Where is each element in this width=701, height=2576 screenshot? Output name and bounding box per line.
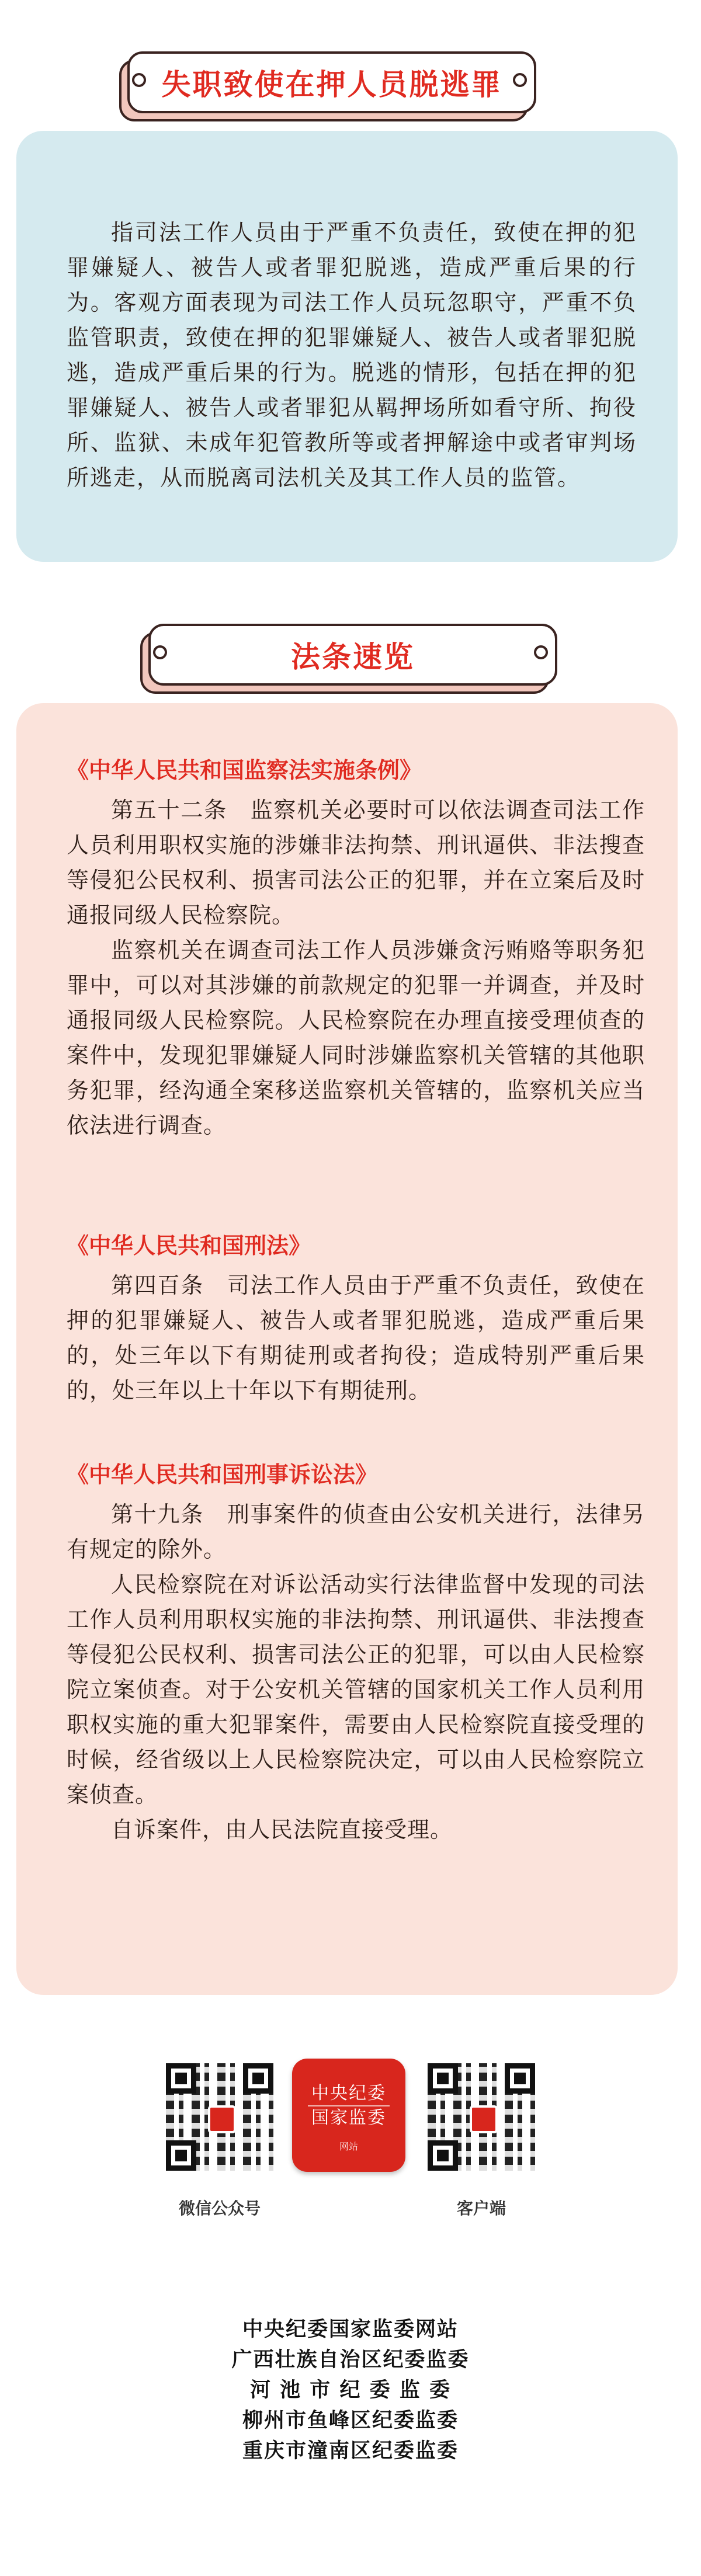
badge-ring-left bbox=[153, 645, 167, 659]
law-title: 《中华人民共和国监察法实施条例》 bbox=[67, 757, 422, 783]
logo-line: 网站 bbox=[339, 2141, 358, 2152]
logo-line: 国家监委 bbox=[311, 2108, 386, 2128]
definition-panel bbox=[16, 131, 678, 562]
section-title-badge bbox=[119, 51, 540, 124]
ccdi-logo bbox=[292, 2059, 405, 2172]
law-paragraph: 人民检察院在对诉讼活动实行法律监督中发现的司法工作人员利用职权实施的非法拘禁、刑讯逼供、非法搜查等侵犯公民权利、损害司法公正的犯罪，可以由人民检察院立案侦查。对于公安机关管辖的国家机关工作人员利用职权实施的重大犯罪案件，需要由人民检察院直接受理的时候，经省级以上人民检察院决定，可以由人民检察院立案侦查。 bbox=[67, 1572, 645, 1807]
law-title: 《中华人民共和国刑法》 bbox=[67, 1233, 311, 1259]
section-title: 法条速览 bbox=[291, 640, 415, 674]
organization-name: 重庆市潼南区纪委监委 bbox=[242, 2439, 459, 2463]
section-title: 失职致使在押人员脱逃罪 bbox=[161, 68, 502, 102]
law-paragraph: 第五十二条 监察机关必要时可以依法调查司法工作人员利用职权实施的涉嫌非法拘禁、刑讯逼供、非法搜查等侵犯公民权利、损害司法公正的犯罪，并在立案后及时通报同级人民检察院。 bbox=[67, 797, 645, 928]
law-paragraph: 监察机关在调查司法工作人员涉嫌贪污贿赂等职务犯罪中，可以对其涉嫌的前款规定的犯罪一并调查，并及时通报同级人民检察院。人民检察院在办理直接受理侦查的案件中，发现犯罪嫌疑人同时涉嫌监察机关管辖的其他职务犯罪，经沟通全案移送监察机关管辖的，监察机关应当依法进行调查。 bbox=[67, 937, 645, 1138]
organization-name: 广西壮族自治区纪委监委 bbox=[231, 2348, 470, 2372]
badge-ring-left bbox=[132, 73, 146, 87]
organization-name: 中央纪委国家监委网站 bbox=[242, 2318, 459, 2341]
definition-text: 指司法工作人员由于严重不负责任，致使在押的犯罪嫌疑人、被告人或者罪犯脱逃，造成严重后果的行为。客观方面表现为司法工作人员玩忽职守，严重不负监管职责，致使在押的犯罪嫌疑人、被告人或者罪犯脱逃，造成严重后果的行为。脱逃的情形，包括在押的犯罪嫌疑人、被告人或者罪犯从羁押场所如看守所、拘役所、监狱、未成年犯管教所等或者押解途中或者审判场所逃走，从而脱离司法机关及其工作人员的监管。 bbox=[67, 220, 637, 491]
organization-name: 河 池 市 纪 委 监 委 bbox=[249, 2379, 452, 2402]
law-title: 《中华人民共和国刑事诉讼法》 bbox=[67, 1462, 378, 1487]
law-block-supervision bbox=[67, 752, 645, 1143]
badge-ring-right bbox=[534, 645, 548, 659]
organization-list bbox=[0, 2314, 701, 2466]
client-qr-label: 客户端 bbox=[456, 2199, 506, 2218]
logo-line: 中央纪委 bbox=[311, 2083, 386, 2104]
law-paragraph: 自诉案件，由人民法院直接受理。 bbox=[111, 1817, 453, 1843]
law-block-criminal-law bbox=[67, 1228, 645, 1408]
law-paragraph: 第十九条 刑事案件的侦查由公安机关进行，法律另有规定的除外。 bbox=[67, 1501, 645, 1562]
law-panel bbox=[16, 703, 678, 1995]
client-qr-code[interactable] bbox=[424, 2060, 539, 2174]
badge-ring-right bbox=[513, 73, 527, 87]
law-block-criminal-procedure bbox=[67, 1456, 645, 1847]
wechat-qr-label: 微信公众号 bbox=[178, 2199, 261, 2218]
section-title-badge bbox=[140, 624, 561, 696]
wechat-qr-code[interactable] bbox=[162, 2060, 277, 2174]
law-paragraph: 第四百条 司法工作人员由于严重不负责任，致使在押的犯罪嫌疑人、被告人或者罪犯脱逃，造成严重后果的，处三年以下有期徒刑或者拘役；造成特别严重后果的，处三年以上十年以下有期徒刑。 bbox=[67, 1273, 645, 1403]
organization-name: 柳州市鱼峰区纪委监委 bbox=[242, 2409, 459, 2432]
